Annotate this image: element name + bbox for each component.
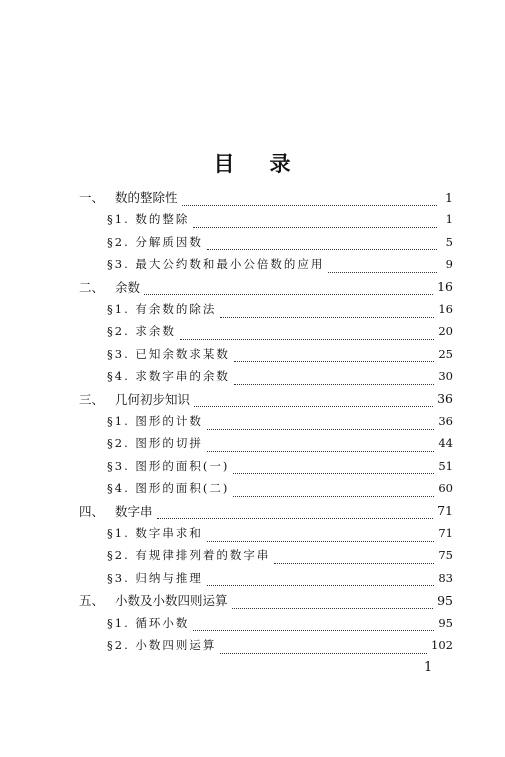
toc-section-row <box>107 477 453 499</box>
section-title: §1. 数的整除 <box>107 212 190 227</box>
chapter-title: 数的整除性 <box>115 190 178 205</box>
chapter-title: 小数及小数四则运算 <box>115 593 228 609</box>
chapter-number: 三、 <box>79 391 105 407</box>
dot-leader <box>194 392 433 407</box>
page-ref: 102 <box>431 638 453 652</box>
toc-section-row <box>107 298 453 320</box>
page-ref: 25 <box>438 346 453 361</box>
page-ref: 20 <box>438 324 453 339</box>
section-title: §2. 有规律排列着的数字串 <box>107 548 271 563</box>
page-number: 1 <box>424 660 433 675</box>
dot-leader <box>220 639 427 654</box>
toc-chapter-row <box>79 388 453 410</box>
toc-chapter-row <box>79 589 453 611</box>
page-ref: 1 <box>445 189 453 205</box>
chapter-number: 一、 <box>79 190 105 205</box>
section-title: §2. 小数四则运算 <box>107 638 217 652</box>
toc-section-row <box>107 544 453 566</box>
page-ref: 30 <box>438 369 453 384</box>
chapter-number: 四、 <box>79 503 105 519</box>
dot-leader <box>182 191 437 206</box>
dot-leader <box>233 482 434 497</box>
page-ref: 83 <box>438 570 453 585</box>
section-title: §3. 归纳与推理 <box>107 570 203 585</box>
chapter-title: 几何初步知识 <box>115 391 191 407</box>
section-title: §4. 求数字串的余数 <box>107 369 230 384</box>
dot-leader <box>207 415 434 430</box>
section-title: §3. 最大公约数和最小公倍数的应用 <box>107 257 325 272</box>
toc-section-row <box>107 208 453 230</box>
section-title: §1. 数字串求和 <box>107 526 203 540</box>
dot-leader <box>233 459 434 474</box>
page-ref: 9 <box>445 257 453 272</box>
page-ref: 5 <box>445 234 453 249</box>
chapter-title: 余数 <box>115 279 141 295</box>
dot-leader <box>207 235 437 250</box>
dot-leader <box>193 616 434 631</box>
chapter-number: 五、 <box>79 593 105 609</box>
page-ref: 71 <box>438 526 453 540</box>
dot-leader <box>328 258 437 273</box>
toc-section-row <box>107 432 453 454</box>
page-ref: 1 <box>445 212 453 227</box>
section-title: §3. 图形的面积(一) <box>107 458 230 473</box>
chapter-title: 数字串 <box>115 503 153 519</box>
dot-leader <box>234 347 434 362</box>
page-ref: 16 <box>437 279 453 295</box>
page-ref: 95 <box>438 615 453 630</box>
toc-chapter-row <box>79 186 453 208</box>
page-ref: 16 <box>438 302 453 316</box>
dot-leader <box>220 303 434 318</box>
dot-leader <box>180 325 434 340</box>
dot-leader <box>207 571 434 586</box>
section-title: §2. 图形的切拼 <box>107 436 203 451</box>
toc-section-row <box>107 231 453 253</box>
toc-section-row <box>107 410 453 432</box>
toc-section-row <box>107 365 453 387</box>
section-title: §2. 分解质因数 <box>107 234 203 249</box>
section-title: §2. 求余数 <box>107 324 176 339</box>
toc-section-row <box>107 612 453 634</box>
toc-title <box>0 148 505 178</box>
page-ref: 51 <box>438 458 453 473</box>
toc-section-row <box>107 567 453 589</box>
toc-section-row <box>107 522 453 544</box>
section-title: §4. 图形的面积(二) <box>107 481 230 496</box>
dot-leader <box>193 213 437 228</box>
dot-leader <box>274 549 434 564</box>
toc-section-row <box>107 455 453 477</box>
dot-leader <box>234 370 434 385</box>
page-ref: 44 <box>438 436 453 451</box>
toc-chapter-row <box>79 500 453 522</box>
page-ref: 75 <box>438 548 453 563</box>
toc-section-row <box>107 320 453 342</box>
toc-title-char-1: 目 <box>213 152 236 176</box>
section-title: §1. 有余数的除法 <box>107 302 217 316</box>
page-ref: 36 <box>437 391 453 407</box>
toc-section-row <box>107 634 453 656</box>
dot-leader <box>232 594 434 609</box>
page-ref: 60 <box>438 481 453 496</box>
chapter-number: 二、 <box>79 279 105 295</box>
toc-section-row <box>107 343 453 365</box>
page-ref: 36 <box>438 414 453 428</box>
dot-leader <box>207 527 434 542</box>
toc-chapter-row <box>79 276 453 298</box>
section-title: §1. 循环小数 <box>107 615 190 630</box>
page-ref: 71 <box>437 503 453 519</box>
dot-leader <box>207 437 434 452</box>
dot-leader <box>157 504 434 519</box>
dot-leader <box>144 280 433 295</box>
page-ref: 95 <box>437 592 453 608</box>
section-title: §1. 图形的计数 <box>107 414 203 428</box>
section-title: §3. 已知余数求某数 <box>107 346 230 361</box>
toc-title-char-2: 录 <box>269 152 292 176</box>
toc-section-row <box>107 253 453 275</box>
